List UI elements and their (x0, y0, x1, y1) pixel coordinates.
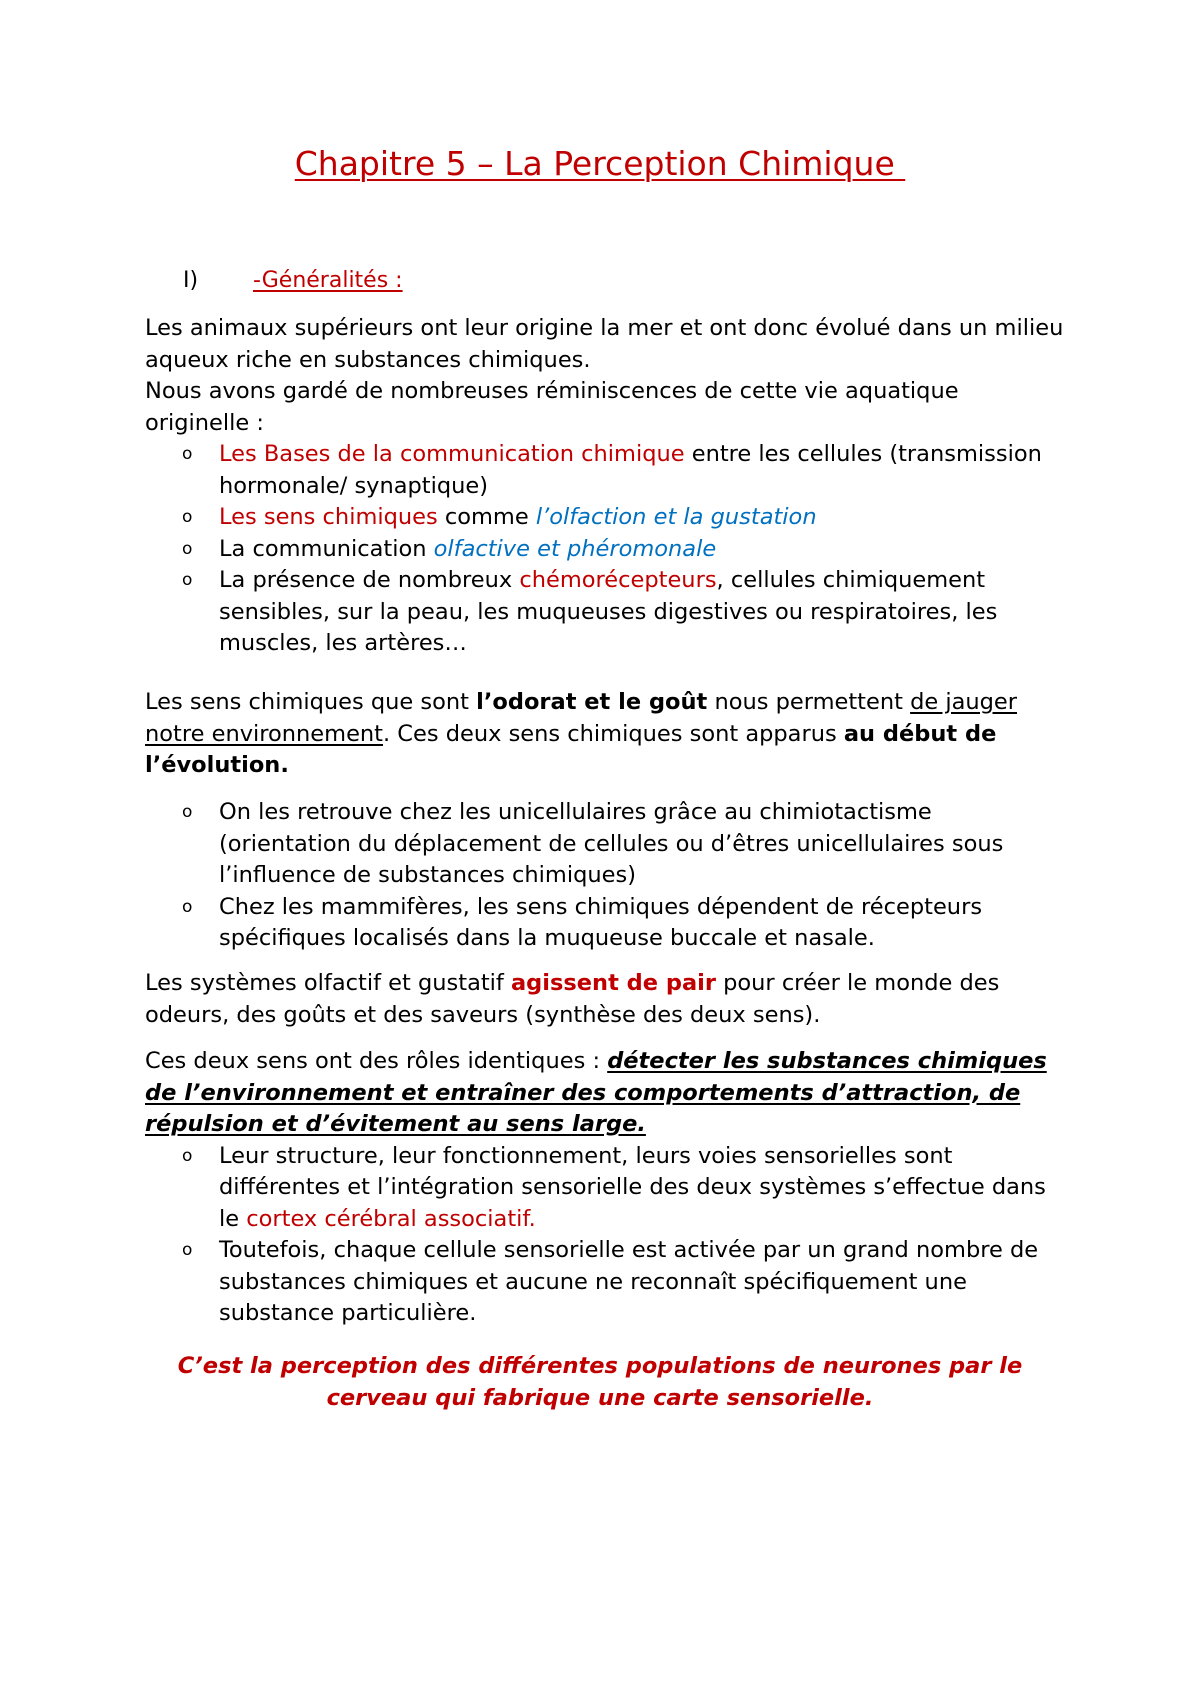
list-item-text: La communication (219, 535, 434, 562)
paragraph-senses (145, 687, 1065, 782)
bold-text: au début de l’évolution. (145, 720, 997, 778)
underlined-text: de jauger notre environnement (145, 689, 1018, 747)
page-title: Chapitre 5 – La Perception Chimique (294, 144, 906, 183)
list-item-text: On les retrouve chez les unicellulaires grâce au chimiotactisme (orientation du déplacement de cellules ou d’êtres unicellulaires sous l’influence de substances chimiques) (219, 799, 1004, 888)
bold-text: l’odorat et le goût (476, 689, 708, 715)
highlight-red: Les sens chimiques (219, 504, 438, 530)
section-label: -Généralités : (253, 268, 403, 293)
highlight-blue: olfactive et phéromonale (433, 535, 717, 562)
list-item-text: Toutefois, chaque cellule sensorielle est activée par un grand nombre de substances chimiques et aucune ne reconnaît spécifiquement une substance particulière. (219, 1237, 1039, 1326)
evolution-block (145, 797, 1065, 955)
list-item (145, 1141, 1065, 1236)
list-item (145, 565, 1065, 660)
text-run: nous permettent (707, 689, 911, 715)
list-item (145, 534, 1065, 566)
paragraph-text (145, 1046, 1065, 1141)
bullet-icon: o (182, 896, 193, 917)
bullet-icon: o (182, 1145, 193, 1166)
text-run: . Ces deux sens chimiques sont apparus (383, 720, 844, 747)
roles-list (145, 1141, 1065, 1330)
intro-paragraph-1: Les animaux supérieurs ont leur origine la mer et ont donc évolué dans un milieu aqueux riche en substances chimiques. (145, 315, 1064, 373)
paragraph-pair (145, 968, 1065, 1031)
list-item-text: , cellules chimiquement sensibles, sur la peau, les muqueuses digestives ou respiratoires, les muscles, les artères… (219, 567, 998, 656)
section-heading (183, 266, 403, 296)
paragraph-text (145, 687, 1065, 782)
highlight-red: Les Bases de la communication chimique (219, 441, 685, 467)
list-item (145, 502, 1065, 534)
text-run: Ces deux sens ont des rôles identiques : (145, 1048, 608, 1074)
list-item (145, 1235, 1065, 1330)
list-item (145, 892, 1065, 955)
bullet-icon: o (182, 507, 193, 527)
list-item-text: Leur structure, leur fonctionnement, leurs voies sensorielles sont différentes et l’intégration sensorielle des deux systèmes s’effectue dans le (219, 1142, 1046, 1232)
section-number: I) (183, 268, 199, 293)
bullet-icon: o (182, 802, 193, 822)
text-run: pour créer le monde des odeurs, des goûts et des saveurs (synthèse des deux sens). (145, 970, 1000, 1028)
intro-block (145, 313, 1065, 660)
bold-italic-underlined-text: détecter les substances chimiques de l’environnement et entraîner des comportements d’attraction, de répulsion et d’évitement au sens large. (145, 1048, 1047, 1137)
bullet-icon: o (182, 570, 193, 590)
list-item-text: La présence de nombreux (219, 567, 520, 593)
highlight-red: cortex cérébral associatif. (246, 1205, 536, 1232)
highlight-blue: l’olfaction et la gustation (535, 504, 817, 530)
list-item-text: entre les cellules (transmission hormonale/ synaptique) (219, 441, 1042, 499)
bullet-icon: o (182, 538, 193, 559)
paragraph-text (145, 968, 1065, 1031)
conclusion: C’est la perception des différentes populations de neurones par le cerveau qui fabrique une carte sensorielle. (177, 1353, 1023, 1411)
list-item (145, 797, 1065, 892)
list-item (145, 439, 1065, 502)
evolution-list (145, 797, 1065, 955)
bullet-icon: o (182, 1240, 193, 1260)
bold-red-text: agissent de pair (511, 970, 716, 996)
bullet-icon: o (182, 444, 193, 464)
highlight-red: chémorécepteurs (519, 567, 717, 593)
reminiscence-list (145, 439, 1065, 660)
text-run: Les sens chimiques que sont (145, 689, 477, 715)
text-run: Les systèmes olfactif et gustatif (145, 970, 511, 996)
intro-paragraph-2: Nous avons gardé de nombreuses réminiscences de cette vie aquatique originelle : (145, 378, 959, 436)
list-item-text: comme (437, 504, 536, 530)
roles-block (145, 1046, 1065, 1330)
list-item-text: Chez les mammifères, les sens chimiques dépendent de récepteurs spécifiques localisés dans la muqueuse buccale et nasale. (219, 893, 983, 951)
